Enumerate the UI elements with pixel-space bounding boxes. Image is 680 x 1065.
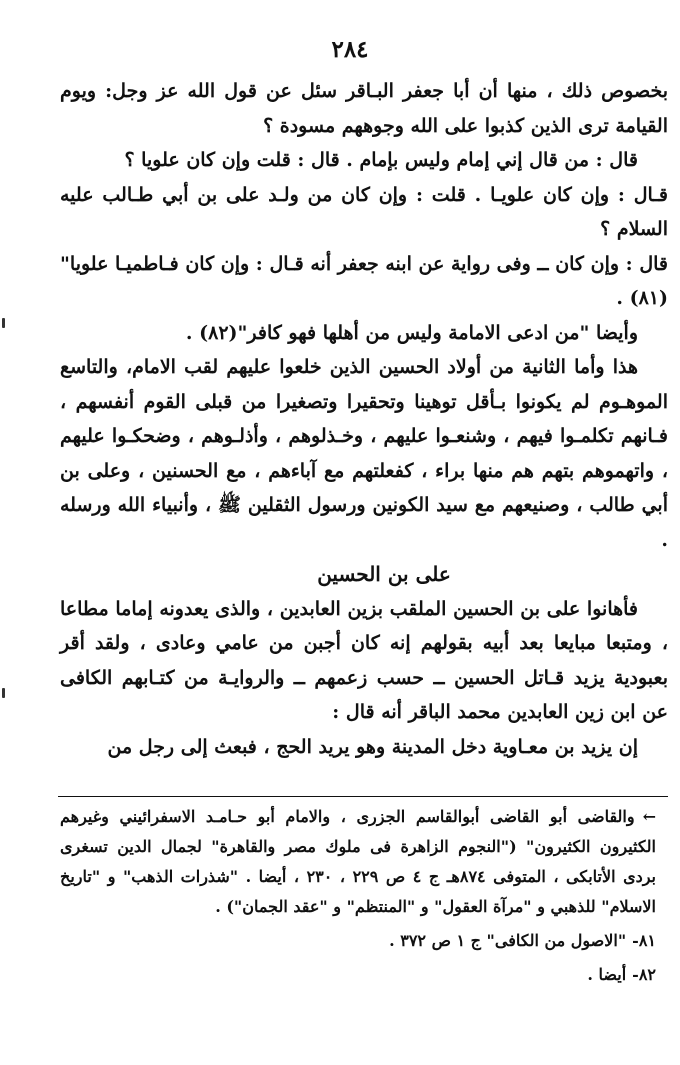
footnote-text: أيضا . [587, 965, 627, 984]
margin-speck [2, 688, 5, 698]
margin-speck [2, 318, 5, 328]
paragraph: إن يزيد بن معـاوية دخل المدينة وهو يريد الحج ، فبعث إلى رجل من [107, 735, 638, 758]
paragraph: قال : وإن كان ــ وفى رواية عن ابنه جعفر أنه قـال : وإن كان فـاطميـا علويا"(٨١) . [60, 252, 668, 309]
paragraph: وأيضا "من ادعى الامامة وليس من أهلها فهو كافر"(٨٢) . [185, 321, 638, 344]
paragraph: هذا وأما الثانية من أولاد الحسين الذين خلعوا عليهم لقب الامام، والتاسع الموهـوم لم يكونوا بـأقل توهينا وتحقيرا وتصغيرا من قبلى القوم أنفسهم ، فـانهم تكلمـوا فيهم ، وشنعـوا عليهم ، وخـذلوهم ، وأذلـوهم ، وضحكـوا عليهم ، واتهموهم بتهم هم منها براء ، كفعلتهم مع آباءهم ، مع الحسنين ، وعلى بن أبي طالب ، وصنيعهم مع سيد الكونين ورسول الثقلين ﷺ ، وأنبياء الله ورسله . [60, 356, 668, 551]
footnote-continuation [60, 802, 656, 922]
footnotes [60, 802, 656, 990]
footnote-number: ٨٢- [632, 965, 656, 984]
footnote-text: "الاصول من الكافى" ج ١ ص ٣٧٢ . [389, 931, 627, 950]
paragraph: قـال : وإن كان علويـا . قلت : وإن كان من ولـد على بن أبي طـالب عليه السلام ؟ [60, 183, 668, 240]
footnote [60, 926, 656, 956]
paragraph: قال : من قال إني إمام وليس بإمام . قال : قلت وإن كان علويا ؟ [124, 149, 638, 171]
footnote-divider [58, 796, 668, 797]
paragraph: فأهانوا على بن الحسين الملقب بزين العابدين ، والذى يعدونه إماما مطاعا ، ومتبعا مبايعا بعد أبيه بقولهم إنه كان أجبن من عامي وعادى ، ولقد أقر بعبودية يزيد قـاتل الحسين ــ حسب زعمهم ــ والروايـة من كتـابهم الكافى عن ابن زين العابدين محمد الباقر أنه قال : [60, 597, 668, 723]
main-text [60, 74, 668, 764]
page-number: ٢٨٤ [331, 36, 369, 63]
footnote [60, 960, 656, 990]
footnote-continuation-text: والقاضى أبو القاضى أبوالقاسم الجزرى ، والامام أبو حـامـد الاسفرائيني وغيرهم الكثيرون الكثيرون" ("النجوم الزاهرة فى ملوك مصر والقاهرة" لجمال الدين تسغرى بردى الأتابكى ، المتوفى ٨٧٤هـ ج ٤ ص ٢٢٩ ، ٢٣٠ ، أيضا . "شذرات الذهب" و "تاريخ الاسلام" للذهبي و "مرآة العقول" و "المنتظم" و "عقد الجمان") . [60, 807, 657, 916]
section-heading: على بن الحسين [317, 562, 451, 586]
paragraph: بخصوص ذلك ، منها أن أبا جعفر البـاقر سئل عن قول الله عز وجل: ويوم القيامة ترى الذين كذبوا على الله وجوههم مسودة ؟ [60, 80, 668, 137]
footnote-number: ٨١- [632, 931, 656, 950]
continuation-arrow-icon: ← [642, 807, 656, 826]
